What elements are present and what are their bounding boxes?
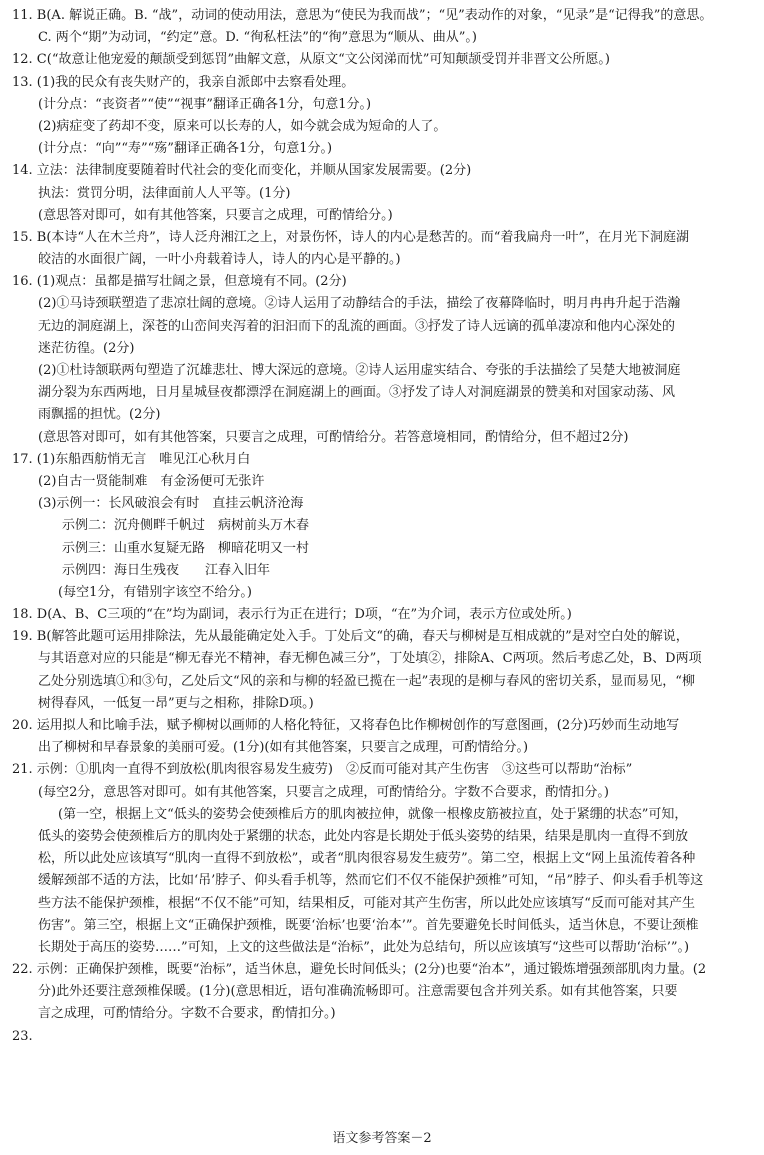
q14-line-1: 14. 立法：法律制度要随着时代社会的变化而变化，并顺从国家发展需要。(2分) [12, 163, 472, 179]
q17-line-2: (2)自古一贤能制难 有金汤便可无张许 [38, 473, 265, 489]
q14-note: (意思答对即可，如有其他答案，只要言之成理，可酌情给分。) [38, 207, 393, 223]
q15-line-1: 15. B(本诗“人在木兰舟”，诗人泛舟湘江之上，对景伤怀，诗人的内心是愁苦的。而“着我扁舟一叶”，在月光下洞庭湖 [12, 229, 690, 245]
q15-line-2: 皎洁的水面很广阔，一叶小舟载着诗人，诗人的内心是平静的。) [38, 252, 401, 268]
page-footer: 语文参考答案－2 [332, 1131, 432, 1146]
q22-line-2: 分)此外还要注意颈椎保暖。(1分)(意思相近，语句准确流畅即可。注意需要包含并列关系。如有其他答案，只要 [38, 984, 678, 1000]
q16-line-1: 16. (1)观点：虽都是描写壮阔之景，但意境有不同。(2分) [12, 274, 347, 290]
q13-line-2: (2)病症变了药却不变，原来可以长寿的人，如今就会成为短命的人了。 [38, 118, 447, 134]
q21-line-1: 21. 示例：①肌肉一直得不到放松(肌肉很容易发生疲劳) ②反而可能对其产生伤害 ③这些可以帮助“治标” [12, 762, 633, 778]
q19-line-2: 与其语意对应的只能是“柳无春光不精神，春无柳色减三分”，丁处填②，排除A、C两项。然后考虑乙处，B、D两项 [38, 651, 702, 667]
q22-line-3: 言之成理，可酌情给分。字数不合要求，酌情扣分。) [38, 1006, 336, 1022]
q21-explain-line-7: 长期处于高压的姿势……”可知，上文的这些做法是“治标”，此处为总结句，所以应该填写“这些可以帮助‘治标’”。) [38, 939, 690, 955]
q17-line-1: 17. (1)东船西舫悄无言 唯见江心秋月白 [12, 451, 251, 467]
q22-line-1: 22. 示例：正确保护颈椎，既要“治标”，适当休息，避免长时间低头；(2分)也要“治本”，通过锻炼增强颈部肌肉力量。(2 [12, 962, 707, 978]
q17-note: (每空1分，有错别字该空不给分。) [58, 584, 252, 600]
q11-line-1: 11. B(A. 解说正确。B. “战”，动词的使动用法，意思为“使民为我而战”；“见”表动作的对象，“见录”是“记得我”的意思。 [12, 8, 713, 23]
q17-line-3: (3)示例一：长风破浪会有时 直挂云帆济沧海 [38, 496, 304, 512]
q23-number: 23. [12, 1028, 33, 1044]
q17-example-4: 示例四：海日生残夜 江春入旧年 [62, 562, 271, 578]
answer-content [12, 5, 754, 1048]
q12-line-1: 12. C(“故意让他宠爱的颠颉受到惩罚”曲解文意，从原文“文公闵涕而忧”可知颠颉受罚并非晋文公所愿。) [12, 52, 610, 68]
q16-part2-b-line-3: 雨飘摇的担忧。(2分) [38, 407, 161, 423]
q20-line-1: 20. 运用拟人和比喻手法，赋予柳树以画师的人格化特征，又将春色比作柳树创作的写意图画，(2分)巧妙而生动地写 [12, 718, 680, 733]
q21-explain-line-2: 低头的姿势会使颈椎后方的肌肉处于紧绷的状态，此处内容是长期处于低头姿势的结果，结果是肌肉一直得不到放 [38, 828, 689, 844]
q13-line-1: 13. (1)我的民众有丧失财产的，我亲自派郎中去察看处理。 [12, 74, 355, 90]
q21-scoring: (每空2分，意思答对即可。如有其他答案，只要言之成理，可酌情给分。字数不合要求，酌情扣分。) [38, 784, 609, 800]
q16-part2-b-line-1: (2)①杜诗颔联两句塑造了沉雄悲壮、博大深远的意境。②诗人运用虚实结合、夸张的手法描绘了吴楚大地被洞庭 [38, 363, 681, 378]
q18-line-1: 18. D(A、B、C三项的“在”均为副词，表示行为正在进行；D项，“在”为介词，表示方位或处所。) [12, 607, 572, 623]
q17-example-3: 示例三：山重水复疑无路 柳暗花明又一村 [62, 540, 310, 556]
q16-part2-a-line-1: (2)①马诗颈联塑造了悲凉壮阔的意境。②诗人运用了动静结合的手法，描绘了夜幕降临时，明月冉冉升起于浩瀚 [38, 296, 681, 312]
q19-line-3: 乙处分别选填①和③句，乙处后文“风的亲和与柳的轻盈已揽在一起”表现的是柳与春风的密切关系，显而易见，“柳 [38, 673, 695, 689]
q13-scoring-1: (计分点：“丧资者”“使”“视事”翻译正确各1分，句意1分。) [38, 96, 372, 112]
q21-explain-line-4: 缓解颈部不适的方法，比如‘吊’脖子、仰头看手机等，然而它们不仅不能保护颈椎”可知，“吊”脖子、仰头看手机等这 [38, 873, 704, 889]
q21-explain-line-1: (第一空，根据上文“低头的姿势会使颈椎后方的肌肉被拉伸，就像一根橡皮筋被拉直，处于紧绷的状态”可知， [58, 806, 688, 822]
q21-explain-line-5: 些方法不能保护颈椎，根据“不仅不能”可知，结果相反，可能对其产生伤害，所以此处应该填写“反而可能对其产生 [38, 895, 695, 911]
q16-part2-a-line-3: 迷茫彷徨。(2分) [38, 340, 135, 356]
q14-line-2: 执法：赏罚分明，法律面前人人平等。(1分) [38, 185, 291, 201]
q16-part2-a-line-2: 无边的洞庭湖上，深苍的山峦间夹泻着的汩汩而下的乱流的画面。③抒发了诗人远谪的孤单凄凉和他内心深处的 [38, 318, 676, 334]
q16-part2-b-line-2: 湖分裂为东西两地，日月星城昼夜都漂浮在洞庭湖上的画面。③抒发了诗人对洞庭湖景的赞美和对国家动荡、风 [38, 385, 676, 401]
q21-explain-line-3: 松，所以此处应该填写“肌肉一直得不到放松”，或者“肌肉很容易发生疲劳”。第二空，根据上文“网上虽流传着各种 [38, 851, 696, 867]
q19-line-4: 树得春风，一低复一昂”更与之相称，排除D项。) [38, 695, 314, 711]
q16-note: (意思答对即可，如有其他答案，只要言之成理，可酌情给分。若答意境相同，酌情给分，但不超过2分) [38, 429, 629, 445]
q21-explain-line-6: 伤害”。第三空，根据上文“正确保护颈椎，既要‘治标’也要‘治本’”。首先要避免长时间低头，适当休息，不要让颈椎 [38, 917, 699, 933]
q19-line-1: 19. B(解答此题可运用排除法，先从最能确定处入手。丁处后文“的确，春天与柳树是互相成就的”是对空白处的解说， [12, 629, 689, 645]
q20-line-2: 出了柳树和早春景象的美丽可爱。(1分)(如有其他答案，只要言之成理，可酌情给分。) [38, 740, 529, 756]
q13-scoring-2: (计分点：“向”“寿”“殇”翻译正确各1分，句意1分。) [38, 141, 333, 157]
q17-example-2: 示例二：沉舟侧畔千帆过 病树前头万木春 [62, 518, 310, 534]
q11-line-2: C. 两个“期”为动词，“约定”意。D. “徇私枉法”的“徇”意思为“顺从、曲从”。) [38, 30, 478, 46]
